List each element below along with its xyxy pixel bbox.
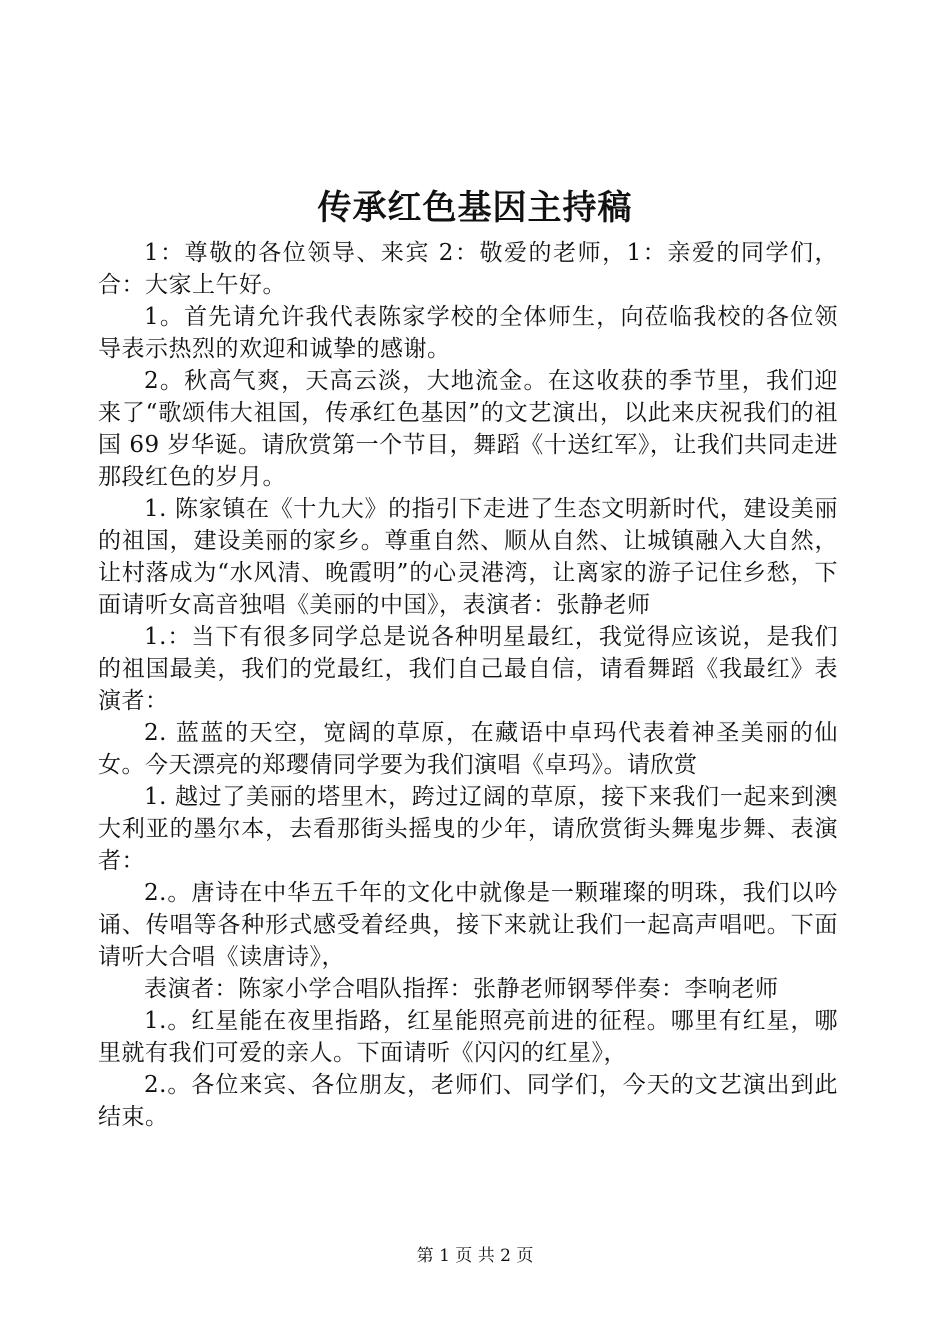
- paragraph: 表演者：陈家小学合唱队指挥：张静老师钢琴伴奏：李响老师: [144, 976, 779, 1002]
- paragraph: 1。首先请允许我代表陈家学校的全体师生，向莅临我校的各位领导表示热烈的欢迎和诚挚的感谢。: [98, 304, 838, 362]
- paragraph: 2。秋高气爽，天高云淡，大地流金。在这收获的季节里，我们迎来了“歌颂伟大祖国，传承红色基因”的文艺演出，以此来庆祝我们的祖国 69 岁华诞。请欣赏第一个节目，舞蹈《十送红军》，让我们共同走进那段红色的岁月。: [98, 368, 838, 490]
- paragraph: 2. 蓝蓝的天空，宽阔的草原，在藏语中卓玛代表着神圣美丽的仙女。今天漂亮的郑璎倩同学要为我们演唱《卓玛》。请欣赏: [98, 720, 838, 778]
- paragraph: 1. 陈家镇在《十九大》的指引下走进了生态文明新时代，建设美丽的祖国，建设美丽的家乡。尊重自然、顺从自然、让城镇融入大自然，让村落成为“水风清、晚霞明”的心灵港湾，让离家的游子记住乡愁，下面请听女高音独唱《美丽的中国》，表演者：张静老师: [98, 496, 838, 618]
- paragraph: 1.：当下有很多同学总是说各种明星最红，我觉得应该说，是我们的祖国最美，我们的党最红，我们自己最自信，请看舞蹈《我最红》表演者：: [98, 624, 838, 714]
- paragraph: 1. 越过了美丽的塔里木，跨过辽阔的草原，接下来我们一起来到澳大利亚的墨尔本，去看那街头摇曳的少年，请欣赏街头舞鬼步舞、表演者：: [98, 784, 838, 874]
- document-body: [98, 237, 838, 1133]
- document-title: 传承红色基因主持稿: [317, 188, 633, 228]
- paragraph: 2.。唐诗在中华五千年的文化中就像是一颗璀璨的明珠，我们以吟诵、传唱等各种形式感受着经典，接下来就让我们一起高声唱吧。下面请听大合唱《读唐诗》，: [98, 880, 838, 970]
- paragraph: 1.。红星能在夜里指路，红星能照亮前进的征程。哪里有红星，哪里就有我们可爱的亲人。下面请听《闪闪的红星》，: [98, 1008, 838, 1066]
- paragraph: 1：尊敬的各位领导、来宾 2：敬爱的老师，1：亲爱的同学们，合：大家上午好。: [98, 240, 838, 298]
- paragraph: 2.。各位来宾、各位朋友，老师们、同学们，今天的文艺演出到此结束。: [98, 1072, 838, 1130]
- page-number-footer: 第 1 页 共 2 页: [416, 1246, 534, 1266]
